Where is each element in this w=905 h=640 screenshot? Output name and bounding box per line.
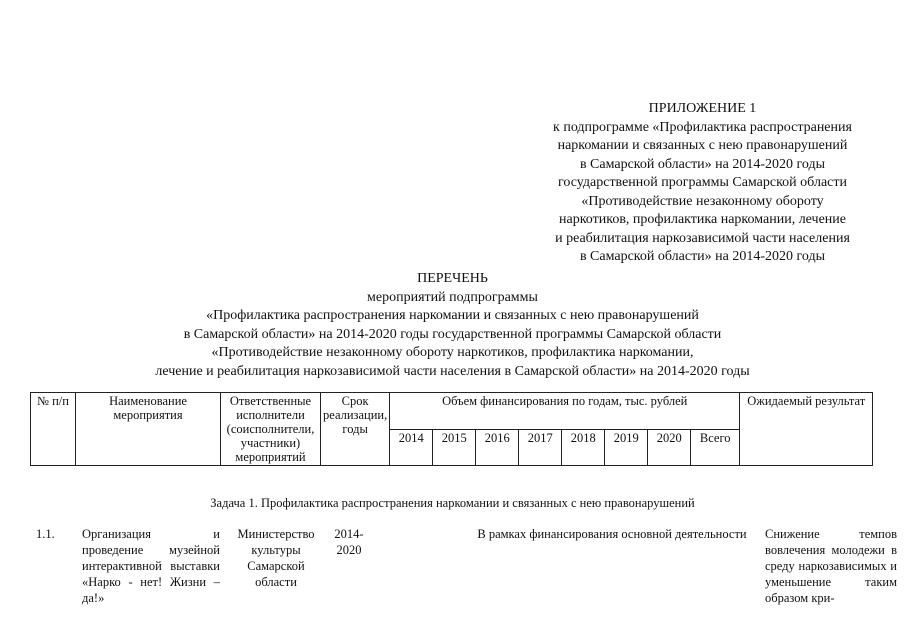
task-heading: Задача 1. Профилактика распространения наркомании и связанных с нею правонарушений bbox=[210, 496, 695, 510]
header-year: 2015 bbox=[433, 429, 476, 466]
row-number: 1.1. bbox=[36, 527, 55, 541]
header-year: 2014 bbox=[390, 429, 433, 466]
header-result: Ожидаемый результат bbox=[740, 393, 873, 466]
header-term: Срок реализации, годы bbox=[321, 393, 390, 466]
title-line: мероприятий подпрограммы bbox=[367, 289, 538, 305]
row-executor: Министерство культуры Самарской области bbox=[237, 527, 315, 589]
header-executors: Ответственные исполнители (соисполнители, участники) мероприятий bbox=[221, 393, 321, 466]
title-line: лечение и реабилитация наркозависимой части населения в Самарской области» на 2014-2020 годы bbox=[155, 363, 750, 379]
row-result: Снижение темпов вовлечения молодежи в среду наркозависимых и уменьшение таким образом кри- bbox=[765, 527, 897, 605]
row-activity-name: Организация и проведение музейной интерактивной выставки «Нарко - нет! Жизни – да!» bbox=[82, 527, 220, 605]
header-year: 2018 bbox=[562, 429, 605, 466]
document-title bbox=[0, 270, 905, 381]
row-financing: В рамках финансирования основной деятельности bbox=[477, 527, 747, 541]
appendix-line: государственной программы Самарской области bbox=[558, 175, 847, 190]
appendix-line: в Самарской области» на 2014-2020 годы bbox=[579, 249, 826, 264]
title-line: в Самарской области» на 2014-2020 годы государственной программы Самарской области bbox=[183, 326, 722, 342]
header-year: 2016 bbox=[476, 429, 519, 466]
row-term: 2014-2020 bbox=[334, 527, 364, 557]
header-num: № п/п bbox=[31, 393, 76, 466]
title-line: «Противодействие незаконному обороту наркотиков, профилактика наркомании, bbox=[211, 345, 694, 360]
title-line: ПЕРЕЧЕНЬ bbox=[417, 271, 488, 286]
header-year: 2017 bbox=[519, 429, 562, 466]
header-total: Всего bbox=[691, 429, 740, 466]
appendix-line: ПРИЛОЖЕНИЕ 1 bbox=[648, 101, 757, 116]
appendix-line: наркомании и связанных с нею правонарушений bbox=[557, 138, 848, 153]
table-header bbox=[30, 392, 873, 466]
appendix-line: «Противодействие незаконному обороту bbox=[581, 193, 824, 209]
appendix-line: в Самарской области» на 2014-2020 годы bbox=[579, 156, 826, 172]
header-name: Наименование мероприятия bbox=[76, 393, 221, 466]
header-financing: Объем финансирования по годам, тыс. рублей bbox=[390, 393, 740, 430]
header-year: 2020 bbox=[648, 429, 691, 466]
appendix-line: наркотиков, профилактика наркомании, лечение bbox=[559, 212, 846, 227]
appendix-block bbox=[520, 100, 885, 267]
appendix-line: к подпрограмме «Профилактика распространения bbox=[553, 119, 852, 135]
header-year: 2019 bbox=[605, 429, 648, 466]
appendix-line: и реабилитация наркозависимой части населения bbox=[555, 230, 850, 246]
title-line: «Профилактика распространения наркомании и связанных с нею правонарушений bbox=[206, 308, 699, 323]
